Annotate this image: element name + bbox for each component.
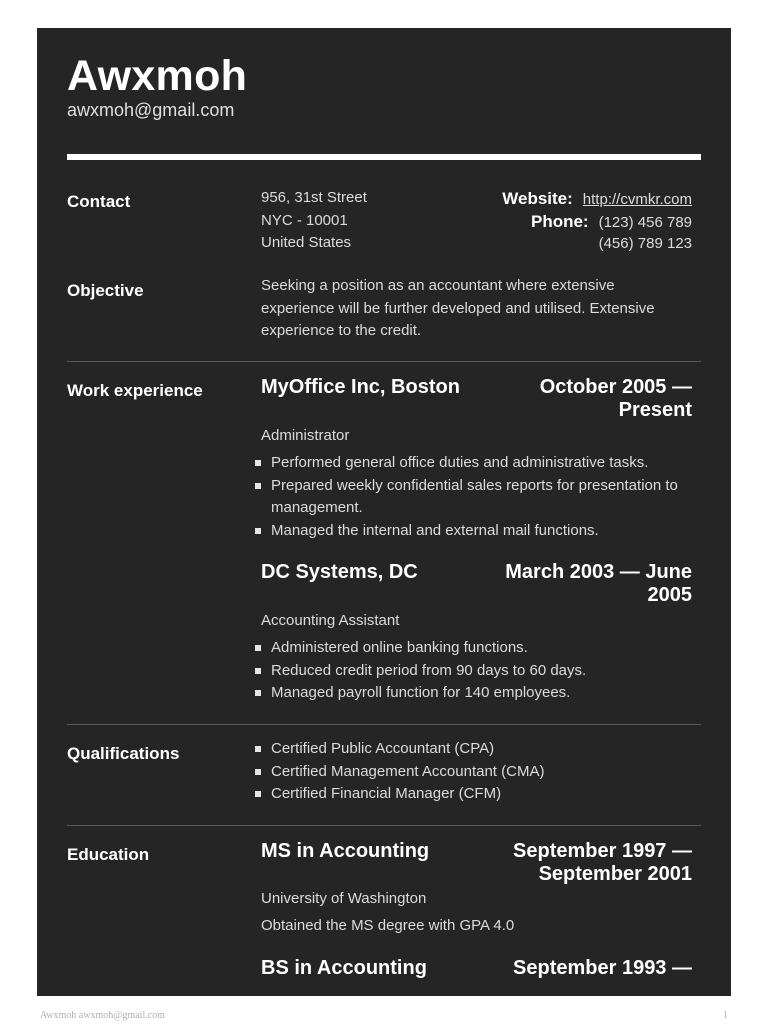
degree-date-line: September 1993 —	[513, 957, 692, 979]
objective-line: experience will be further developed and utilised. Extensive	[261, 299, 655, 317]
address-line-1: 956, 31st Street	[261, 189, 367, 206]
phone-row-2	[599, 235, 692, 252]
header-divider	[67, 154, 701, 160]
objective-line: Seeking a position as an accountant where extensive	[261, 277, 615, 294]
candidate-name: Awxmoh	[67, 52, 248, 100]
contact-address	[261, 187, 367, 255]
website-row	[502, 189, 692, 209]
section-divider	[67, 724, 701, 725]
list-item: Managed payroll function for 140 employees.	[255, 682, 695, 705]
job-company: MyOffice Inc, Boston	[261, 376, 460, 398]
section-divider	[67, 825, 701, 826]
job-duties	[255, 452, 695, 542]
job-dates	[452, 561, 692, 606]
degree-date-line: September 2001	[538, 862, 692, 885]
list-item: Performed general office duties and administrative tasks.	[255, 452, 695, 475]
list-item: Prepared weekly confidential sales reports for presentation to management.	[255, 475, 695, 520]
job-date-line: March 2003 — June	[505, 561, 692, 583]
job-company: DC Systems, DC	[261, 561, 418, 583]
footer-text: Awxmoh awxmoh@gmail.com	[40, 1010, 165, 1021]
section-divider	[67, 361, 701, 362]
phone-label: Phone:	[530, 212, 589, 231]
address-line-3: United States	[261, 234, 352, 251]
degree-note: Obtained the MS degree with GPA 4.0	[261, 917, 515, 934]
phone-row	[531, 212, 692, 232]
degree-dates	[452, 957, 692, 980]
work-experience-label: Work experience	[67, 381, 203, 400]
page-number: 1	[723, 1010, 728, 1021]
contact-label: Contact	[67, 192, 131, 211]
list-item: Managed the internal and external mail functions.	[255, 520, 695, 543]
degree-dates	[452, 840, 692, 885]
education-label: Education	[67, 845, 150, 864]
phone-2: (456) 789 123	[598, 235, 692, 252]
website-label: Website:	[502, 189, 573, 208]
objective-line: experience to the credit.	[261, 322, 422, 339]
address-line-2: NYC - 10001	[261, 211, 348, 229]
job-role: Accounting Assistant	[261, 612, 400, 629]
degree-date-line: September 1997 —	[513, 840, 692, 862]
list-item: Reduced credit period from 90 days to 60 days.	[255, 660, 695, 683]
list-item: Certified Financial Manager (CFM)	[255, 783, 695, 806]
job-role: Administrator	[261, 427, 350, 444]
job-date-line: October 2005 —	[539, 376, 692, 398]
resume-page	[37, 28, 731, 996]
objective-label: Objective	[67, 281, 144, 300]
list-item: Administered online banking functions.	[255, 637, 695, 660]
degree-title: BS in Accounting	[261, 957, 427, 979]
phone-1: (123) 456 789	[598, 214, 692, 231]
candidate-email: awxmoh@gmail.com	[67, 100, 235, 120]
job-date-line: 2005	[647, 583, 692, 606]
job-duties	[255, 637, 695, 705]
list-item: Certified Management Accountant (CMA)	[255, 761, 695, 784]
website-link[interactable]: http://cvmkr.com	[582, 191, 692, 208]
school-name: University of Washington	[261, 890, 427, 907]
job-dates	[452, 376, 692, 421]
degree-title: MS in Accounting	[261, 840, 430, 862]
job-date-line: Present	[618, 398, 692, 421]
objective-text	[261, 275, 655, 343]
list-item: Certified Public Accountant (CPA)	[255, 738, 695, 761]
qualifications-list	[255, 738, 695, 806]
qualifications-label: Qualifications	[67, 744, 180, 763]
